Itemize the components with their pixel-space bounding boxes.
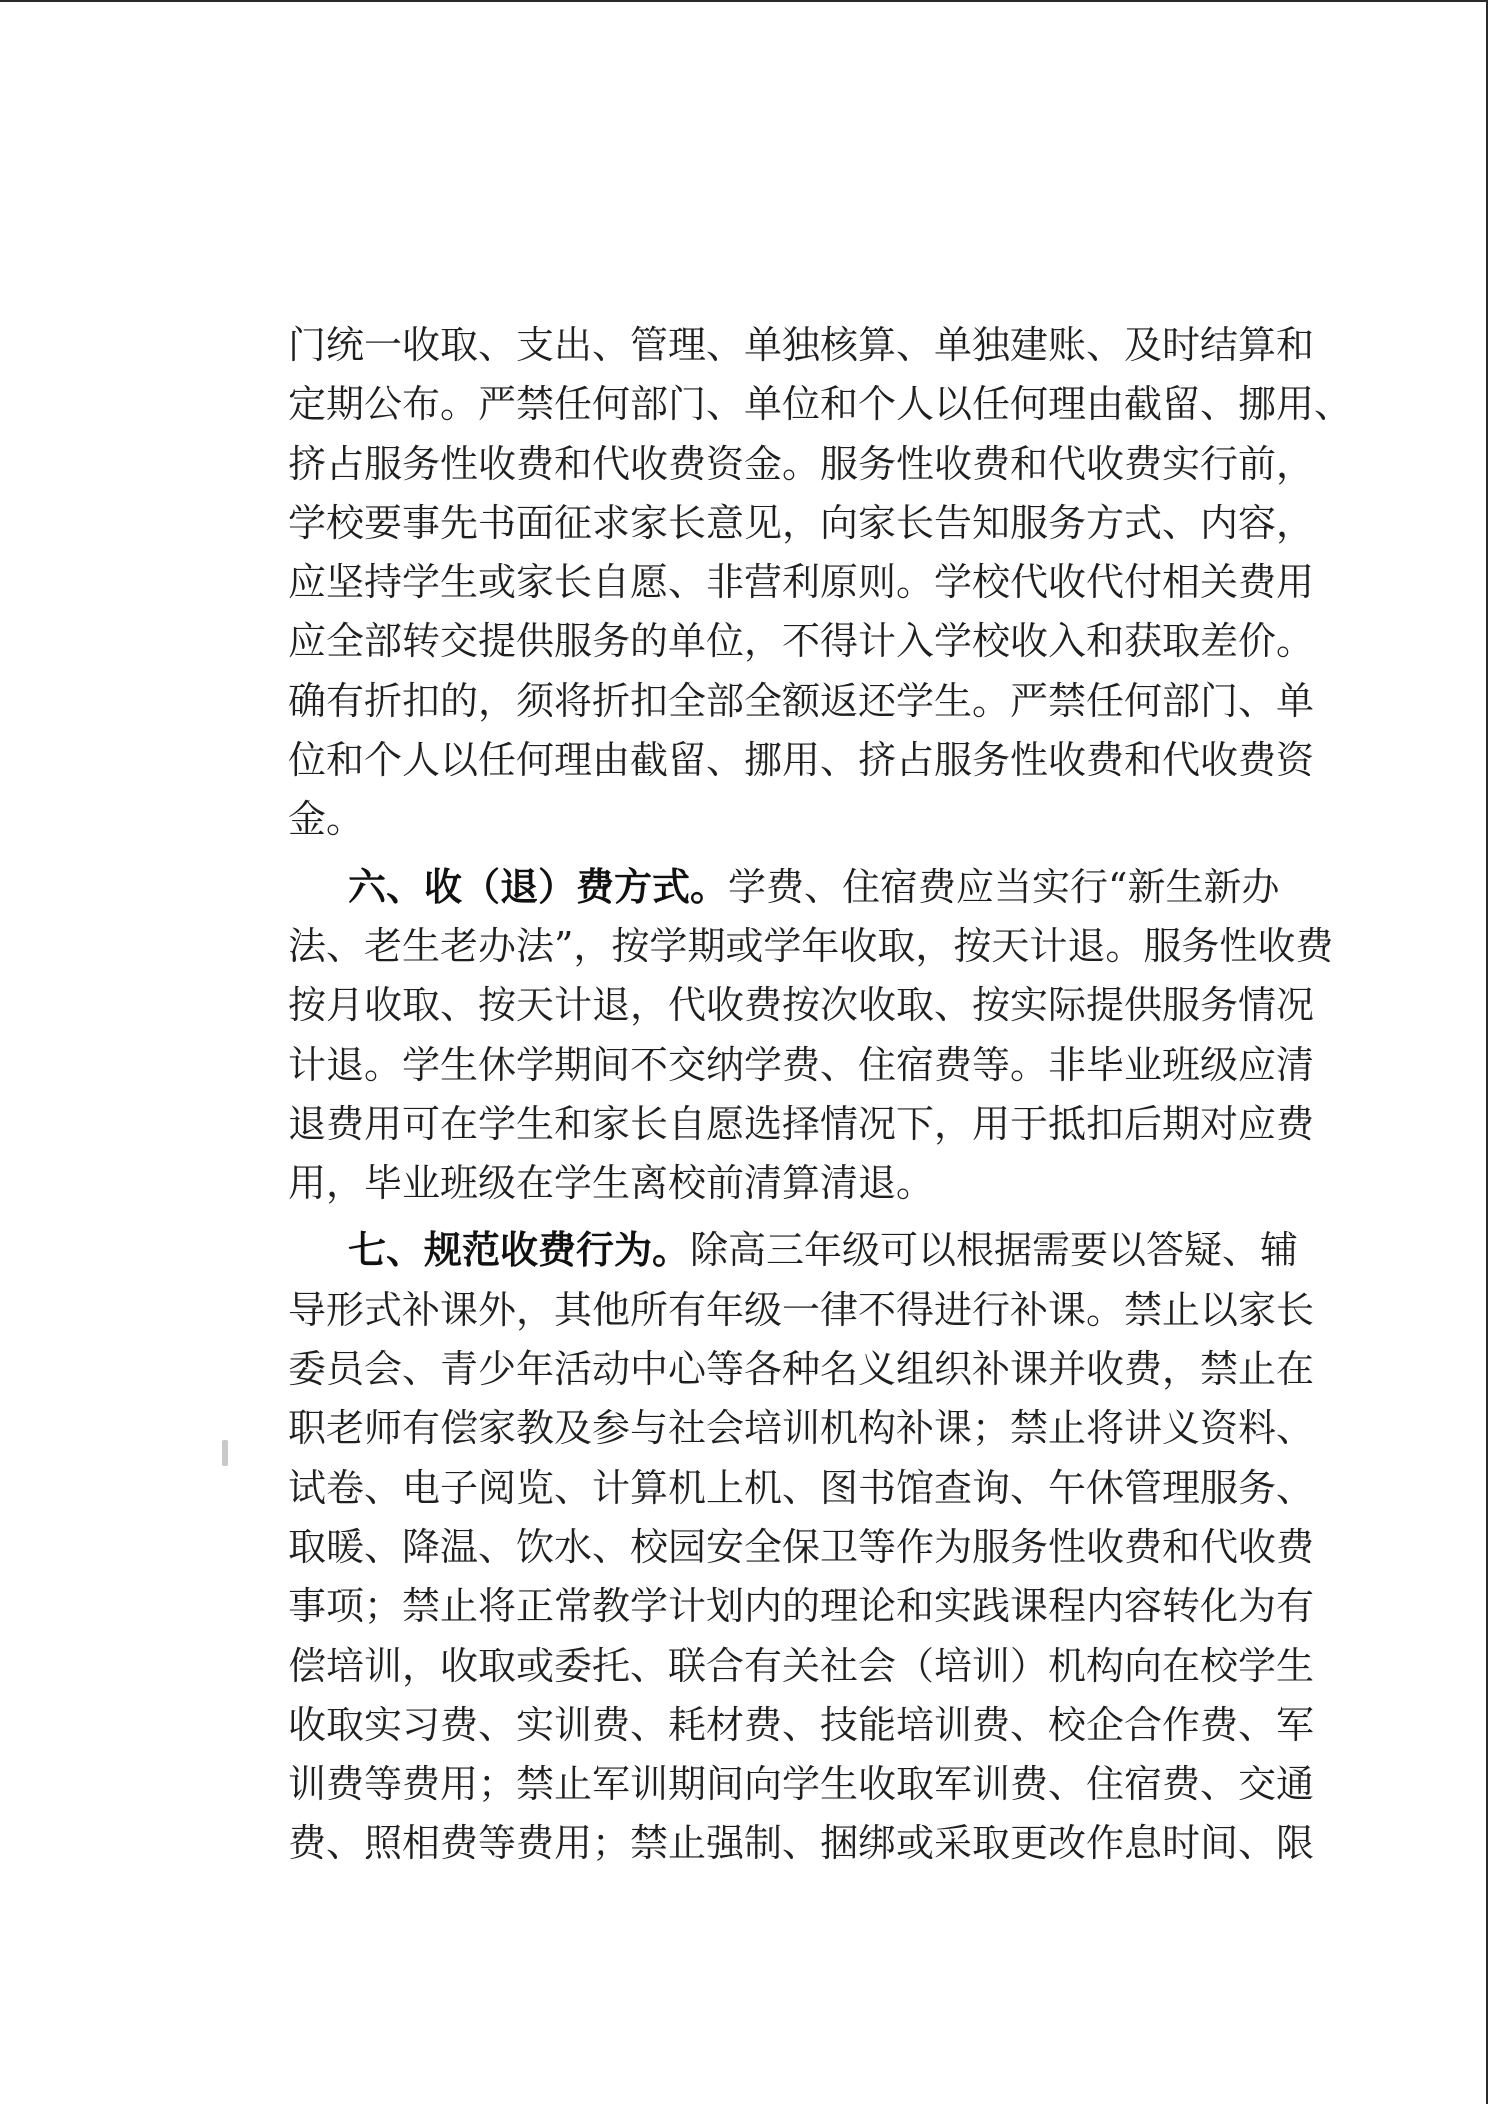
text-line: 训费等费用；禁止军训期间向学生收取军训费、住宿费、交通 [288,1762,1315,1807]
paragraph-gap [288,1213,1248,1221]
text-line: 金。 [288,797,365,842]
section-6-first-line [288,858,1280,917]
text-line: 门统一收取、支出、管理、单独核算、单独建账、及时结算和 [288,323,1315,367]
scan-border-top [0,0,1488,2]
text-line: 计退。学生休学期间不交纳学费、住宿费等。非毕业班级应清 [288,1042,1315,1087]
section-6-first-line-text: 学费、住宿费应当实行“新生新办 [728,864,1280,909]
paragraph-continuation [288,316,1353,850]
paragraph-gap [288,850,1248,858]
text-line: 位和个人以任何理由截留、挪用、挤占服务性收费和代收费资 [288,738,1315,783]
text-line: 偿培训，收取或委托、联合有关社会（培训）机构向在校学生 [288,1643,1315,1688]
text-line: 确有折扣的，须将折扣全部全额返还学生。严禁任何部门、单 [288,678,1315,723]
text-line: 法、老生老办法”，按学期或学年收取，按天计退。服务性收费 [288,923,1334,968]
text-line: 学校要事先书面征求家长意见，向家长告知服务方式、内容， [288,500,1315,545]
text-line: 按月收取、按天计退，代收费按次收取、按实际提供服务情况 [288,983,1315,1028]
text-line: 收取实习费、实训费、耗材费、技能培训费、校企合作费、军 [288,1702,1315,1747]
scan-margin-mark [222,1440,228,1466]
section-7-first-line-text: 除高三年级可以根据需要以答疑、辅 [690,1228,1299,1273]
text-line: 应坚持学生或家长自愿、非营利原则。学校代收代付相关费用 [288,560,1315,605]
section-7-first-line [288,1221,1299,1280]
text-line: 事项；禁止将正常教学计划内的理论和实践课程内容转化为有 [288,1584,1315,1629]
text-line: 导形式补课外，其他所有年级一律不得进行补课。禁止以家长 [288,1287,1315,1332]
section-7-paragraph [288,1221,1315,1873]
text-line: 取暖、降温、饮水、校园安全保卫等作为服务性收费和代收费 [288,1524,1315,1569]
text-line: 委员会、青少年活动中心等各种名义组织补课并收费，禁止在 [288,1347,1315,1392]
text-line: 费、照相费等费用；禁止强制、捆绑或采取更改作息时间、限 [288,1821,1315,1866]
text-line: 试卷、电子阅览、计算机上机、图书馆查询、午休管理服务、 [288,1465,1315,1510]
text-line: 退费用可在学生和家长自愿选择情况下，用于抵扣后期对应费 [288,1101,1315,1146]
document-body [288,316,1353,1874]
section-7-heading: 七、规范收费行为。 [348,1228,691,1273]
text-line: 用，毕业班级在学生离校前清算清退。 [288,1161,935,1206]
section-6-paragraph [288,858,1334,1214]
text-line: 挤占服务性收费和代收费资金。服务性收费和代收费实行前， [288,441,1315,486]
text-line: 定期公布。严禁任何部门、单位和个人以任何理由截留、挪用、 [288,382,1353,427]
text-line: 职老师有偿家教及参与社会培训机构补课；禁止将讲义资料、 [288,1406,1315,1451]
text-line: 应全部转交提供服务的单位，不得计入学校收入和获取差价。 [288,619,1315,664]
section-6-heading: 六、收（退）费方式。 [348,864,729,909]
